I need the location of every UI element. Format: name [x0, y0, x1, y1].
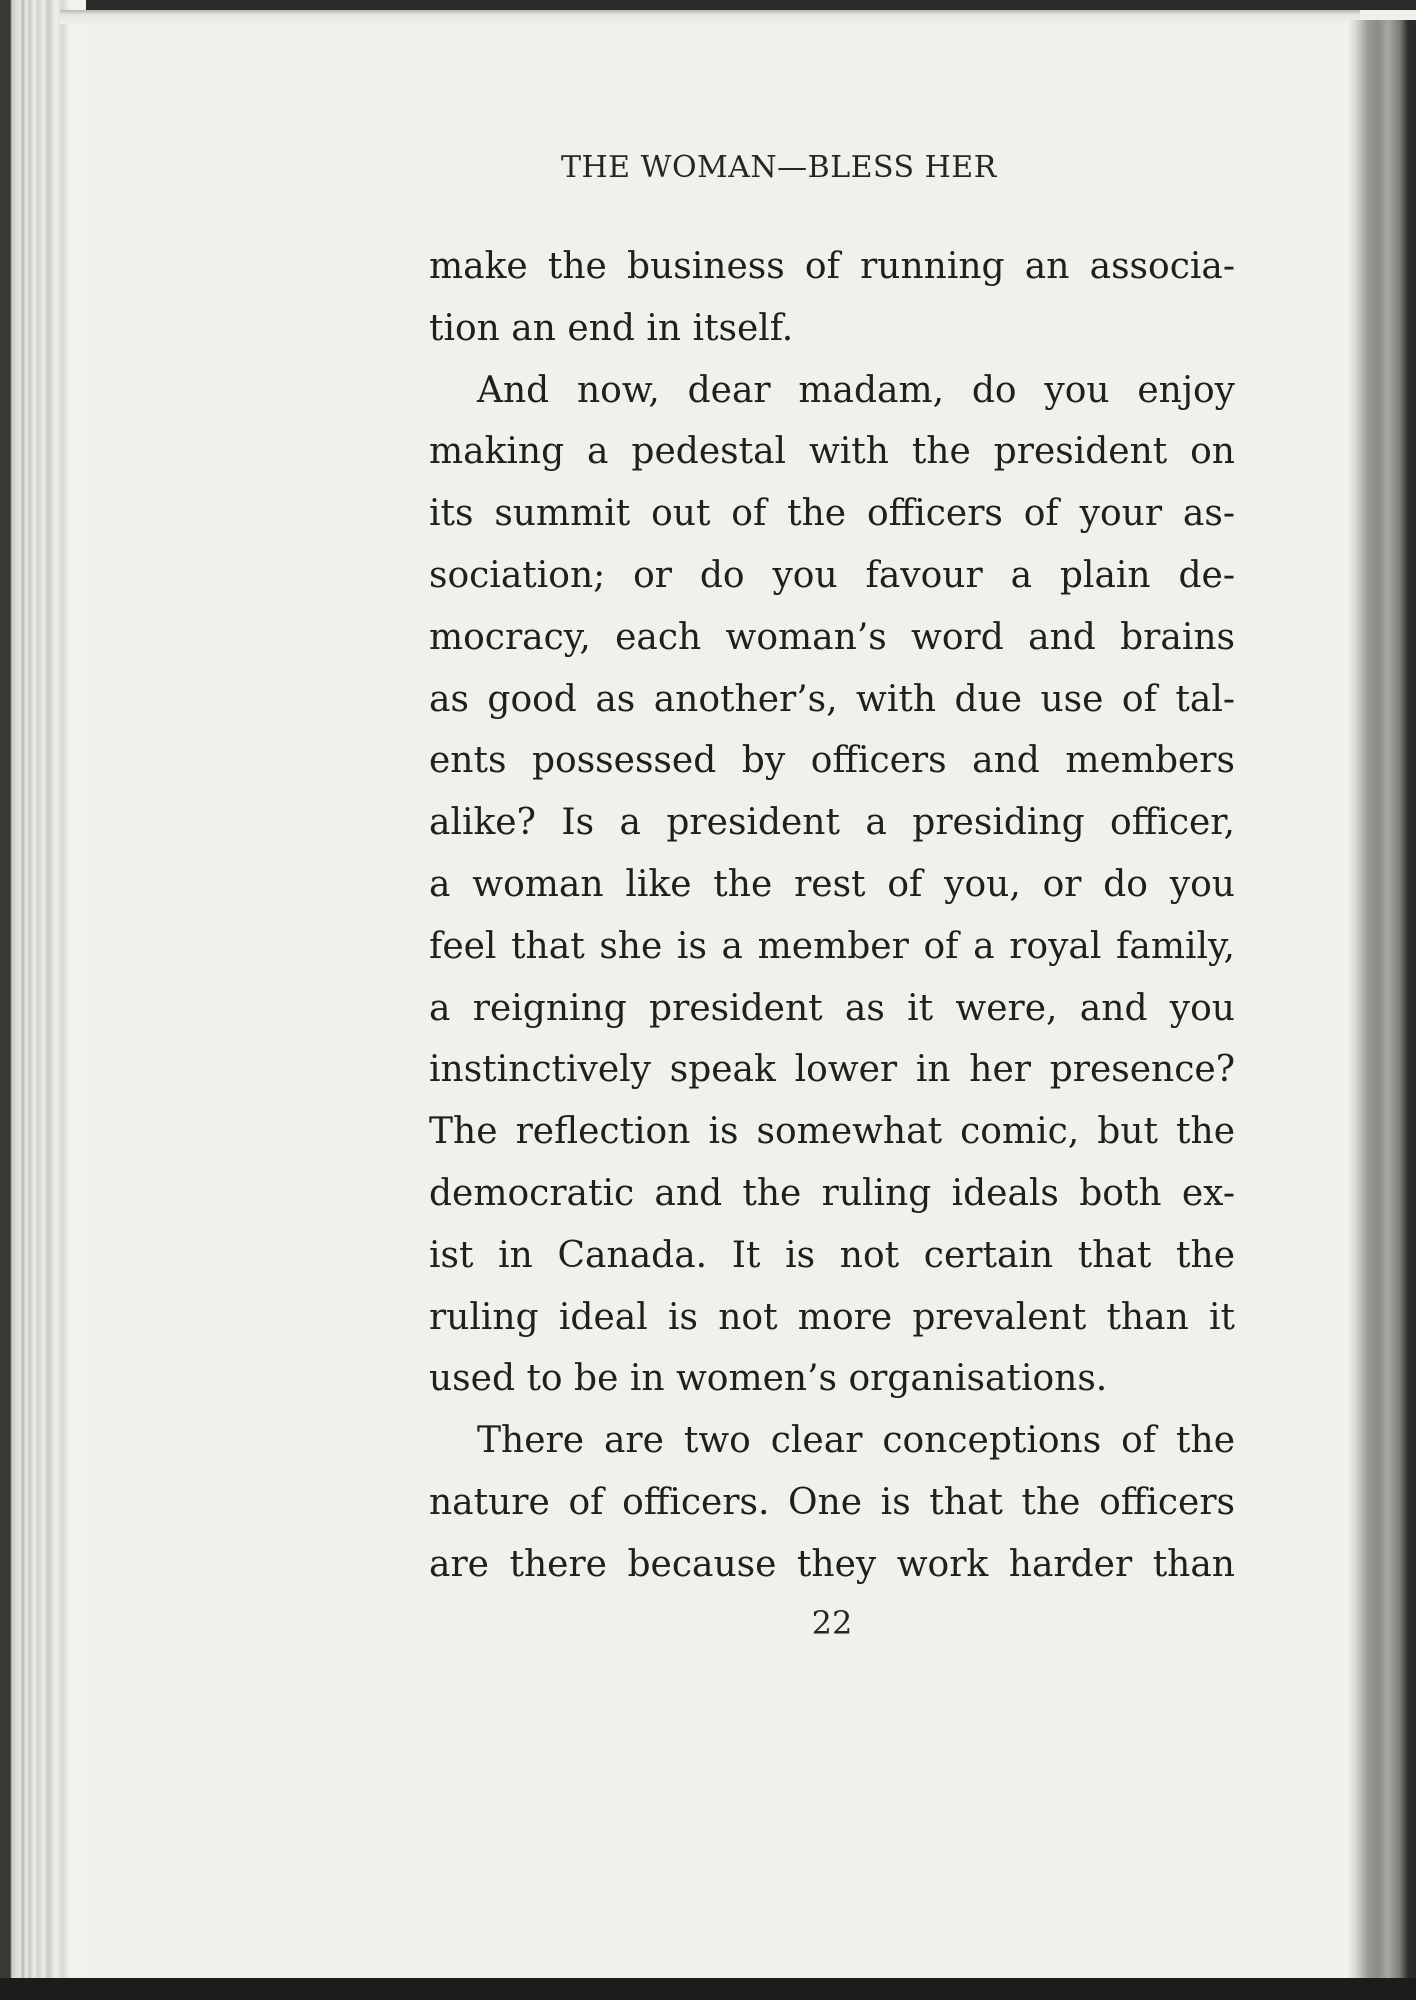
text-line: make the business of running an associa-: [429, 246, 1235, 287]
text-line: instinctively speak lower in her presence?: [429, 1049, 1235, 1091]
text-line: alike? Is a president a presiding officer,: [429, 802, 1235, 844]
text-line: mocracy, each woman’s word and brains: [429, 616, 1235, 658]
text-line: a reigning president as it were, and you: [429, 987, 1235, 1029]
text-line: And now, dear madam, do you enjoy: [477, 369, 1235, 411]
running-head: THE WOMAN—BLESS HER: [561, 150, 997, 185]
text-line: as good as another’s, with due use of tal-: [429, 678, 1235, 720]
text-line: ist in Canada. It is not certain that the: [429, 1234, 1235, 1276]
text-line: There are two clear conceptions of the: [477, 1420, 1235, 1462]
text-line: democratic and the ruling ideals both ex-: [429, 1172, 1235, 1214]
text-line: making a pedestal with the president on: [429, 431, 1235, 473]
book-page-edge-top: [60, 10, 1360, 24]
text-line: used to be in women’s organisations.: [429, 1358, 1108, 1400]
body-text: [429, 236, 1235, 1596]
text-line: feel that she is a member of a royal family,: [429, 925, 1235, 967]
text-line: nature of officers. One is that the officers: [429, 1481, 1235, 1523]
text-line: ruling ideal is not more prevalent than it: [429, 1296, 1235, 1338]
text-line: The reflection is somewhat comic, but the: [429, 1111, 1235, 1153]
page-number: 22: [811, 1604, 853, 1642]
text-line: a woman like the rest of you, or do you: [429, 863, 1235, 905]
text-line: ents possessed by officers and members: [429, 740, 1235, 782]
scan-border-bottom: [0, 1978, 1416, 2000]
book-page-edges-left: [0, 0, 86, 1985]
scan-border-top: [0, 0, 1416, 10]
text-line: sociation; or do you favour a plain de-: [429, 554, 1235, 596]
text-line: its summit out of the officers of your as-: [429, 493, 1235, 535]
text-line: tion an end in itself.: [429, 307, 794, 349]
text-line: are there because they work harder than: [429, 1543, 1235, 1585]
book-page-edge-right: [1348, 20, 1416, 1978]
